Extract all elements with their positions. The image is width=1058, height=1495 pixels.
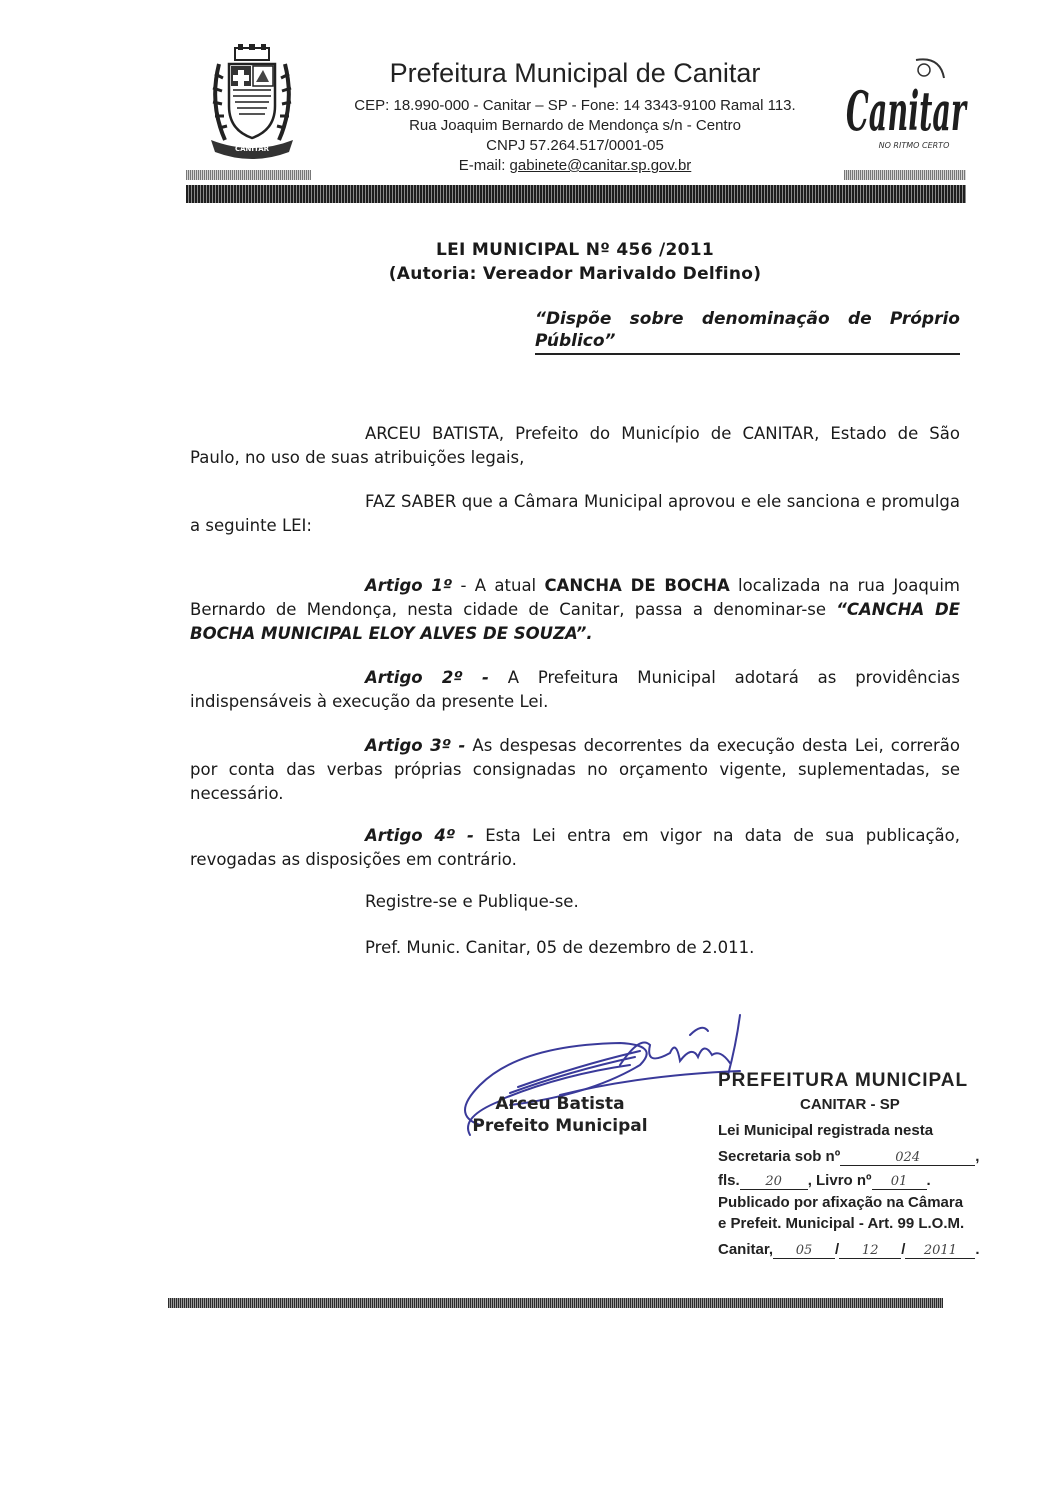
header-bar-left bbox=[186, 170, 311, 180]
article-2-paragraph bbox=[190, 666, 960, 714]
stamp-city: CANITAR - SP bbox=[800, 1096, 900, 1113]
article-1-text-a: - A atual bbox=[452, 576, 545, 595]
article-1-label: Artigo 1º bbox=[365, 576, 453, 595]
stamp-secretaria-label: Secretaria sob nº bbox=[718, 1148, 841, 1165]
stamp-fls-value: 20 bbox=[740, 1174, 808, 1190]
law-authorship: (Autoria: Vereador Marivaldo Delfino) bbox=[388, 264, 762, 284]
article-3-text: As despesas decorrentes da execução desta Lei, correrão por conta das verbas próprias consignadas no orçamento vigente, suplementadas, se necessário. bbox=[190, 736, 960, 803]
email-label: E-mail: bbox=[458, 157, 510, 174]
stamp-fls-label: fls. bbox=[718, 1172, 740, 1189]
article-1-paragraph bbox=[190, 574, 960, 646]
article-2-text: A Prefeitura Municipal adotará as providências indispensáveis à execução da presente Lei. bbox=[190, 668, 960, 711]
municipal-crest-icon bbox=[205, 44, 299, 160]
article-3-label: Artigo 3º - bbox=[365, 736, 466, 755]
letterhead-cnpj-line: CNPJ 57.264.517/0001-05 bbox=[486, 137, 664, 154]
subject-underline bbox=[535, 353, 960, 355]
letterhead-email-line bbox=[300, 156, 850, 175]
signer-name: Arceu Batista bbox=[495, 1094, 625, 1114]
stamp-lom-line: e Prefeit. Municipal - Art. 99 L.O.M. bbox=[718, 1215, 965, 1232]
stamp-year: 2011 bbox=[905, 1243, 975, 1259]
stamp-month: 12 bbox=[839, 1243, 901, 1259]
article-4-text: Esta Lei entra em vigor na data de sua publicação, revogadas as disposições em contrário. bbox=[190, 826, 960, 869]
signer-role: Prefeito Municipal bbox=[472, 1116, 648, 1136]
crest-ribbon-text: CANITAR bbox=[234, 145, 270, 153]
article-4-paragraph bbox=[190, 824, 960, 872]
enactment-paragraph: FAZ SABER que a Câmara Municipal aprovou e ele sanciona e promulga a seguinte LEI: bbox=[190, 492, 960, 535]
letterhead-title: Prefeitura Municipal de Canitar bbox=[389, 58, 761, 88]
stamp-fls-line: fls. 20 , Livro nº 01 . bbox=[718, 1172, 931, 1189]
law-title: LEI MUNICIPAL Nº 456 /2011 bbox=[435, 240, 715, 260]
stamp-livro-label: , Livro nº bbox=[807, 1172, 872, 1189]
header-divider-bar bbox=[186, 185, 966, 203]
header-bar-right bbox=[844, 170, 966, 180]
stamp-date-line: Canitar, 05 / 12 / 2011 . bbox=[718, 1241, 980, 1258]
article-1-new-name: “CANCHA DE BOCHA MUNICIPAL ELOY ALVES DE SOUZA”. bbox=[190, 600, 960, 643]
article-3-paragraph bbox=[190, 734, 960, 806]
article-1-text-b: localizada na rua Joaquim Bernardo de Mendonça, nesta cidade de Canitar, passa a denominar-se bbox=[190, 576, 960, 619]
stamp-registered-line: Lei Municipal registrada nesta bbox=[718, 1122, 934, 1139]
stamp-heading: PREFEITURA MUNICIPAL bbox=[718, 1070, 969, 1091]
stamp-publication-line: Publicado por afixação na Câmara bbox=[718, 1194, 964, 1211]
preamble-paragraph: ARCEU BATISTA, Prefeito do Município de CANITAR, Estado de São Paulo, no uso de suas atribuições legais, bbox=[190, 424, 960, 467]
article-4-label: Artigo 4º - bbox=[365, 826, 474, 845]
footer-divider-bar bbox=[168, 1298, 943, 1308]
stamp-secretaria-line: Secretaria sob nº 024 , bbox=[718, 1148, 980, 1165]
article-1-subject: CANCHA DE BOCHA bbox=[544, 576, 730, 595]
article-2-label: Artigo 2º - bbox=[365, 668, 489, 687]
stamp-day: 05 bbox=[773, 1243, 835, 1259]
letterhead-address-line: CEP: 18.990-000 - Canitar – SP - Fone: 14 3343-9100 Ramal 113. bbox=[354, 97, 796, 114]
brand-wordmark: Canitar bbox=[846, 79, 968, 143]
stamp-canitar-label: Canitar, bbox=[718, 1241, 774, 1258]
stamp-register-number: 024 bbox=[840, 1150, 975, 1166]
closing-line: Registre-se e Publique-se. bbox=[365, 892, 579, 911]
stamp-livro-value: 01 bbox=[872, 1174, 927, 1190]
letterhead-street-line: Rua Joaquim Bernardo de Mendonça s/n - Centro bbox=[409, 117, 741, 134]
brand-tagline: NO RITMO CERTO bbox=[878, 141, 950, 150]
date-line: Pref. Munic. Canitar, 05 de dezembro de 2.011. bbox=[365, 938, 755, 957]
canitar-brand-logo-icon bbox=[844, 56, 974, 156]
law-subject: “Dispõe sobre denominação de Próprio Público” bbox=[535, 309, 960, 351]
email-link[interactable]: gabinete@canitar.sp.gov.br bbox=[509, 157, 692, 174]
